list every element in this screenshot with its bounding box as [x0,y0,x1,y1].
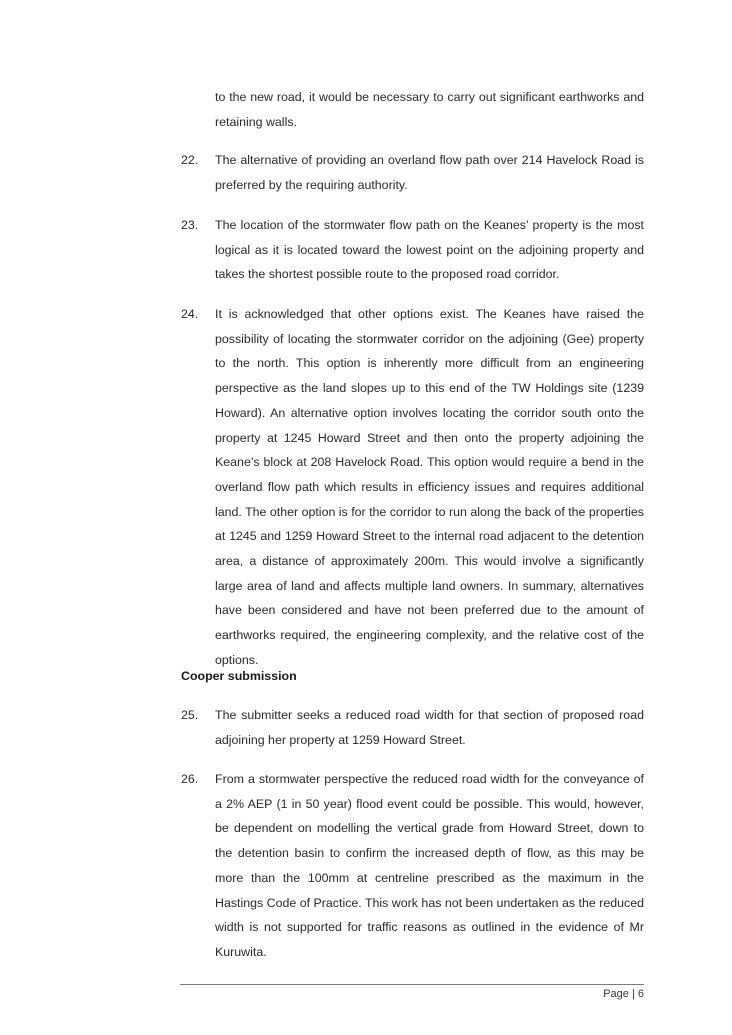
section-heading: Cooper submission [181,669,297,683]
paragraph-number: 24. [181,307,199,321]
paragraph-25: The submitter seeks a reduced road width for that section of proposed road adjoining her property at 1259 Howard Street. [215,708,644,747]
paragraph-24: It is acknowledged that other options exist. The Keanes have raised the possibility of locating the stormwater corridor on the adjoining (Gee) property to the north. This option is inherently more difficult from an engineering perspective as the land slopes up to this end of the TW Holdings site (1239 Howard). An alternative option involves locating the corridor south onto the property at 1245 Howard Street and then onto the property adjoining the Keane’s block at 208 Havelock Road. This option would require a bend in the overland flow path which results in efficiency issues and requires additional land. The other option is for the corridor to run along the back of the properties at 1245 and 1259 Howard Street to the internal road adjacent to the detention area, a distance of approximately 200m. This would involve a significantly large area of land and affects multiple land owners. In summary, alternatives have been considered and have not been preferred due to the amount of earthworks required, the engineering complexity, and the relative cost of the options. [215,307,644,667]
paragraph-number: 26. [181,772,199,786]
paragraph-23: The location of the stormwater flow path on the Keanes’ property is the most logical as it is located toward the lowest point on the adjoining property and takes the shortest possible route to the proposed road corridor. [215,218,644,282]
paragraph-number: 22. [181,153,199,167]
paragraph-number: 25. [181,708,199,722]
paragraph-22: The alternative of providing an overland flow path over 214 Havelock Road is preferred by the requiring authority. [215,153,644,192]
footer-divider [180,984,644,985]
paragraph-continuation: to the new road, it would be necessary to carry out significant earthworks and retaining walls. [215,90,644,129]
paragraph-number: 23. [181,218,199,232]
paragraph-26: From a stormwater perspective the reduced road width for the conveyance of a 2% AEP (1 in 50 year) flood event could be possible. This would, however, be dependent on modelling the vertical grade from Howard Street, down to the detention basin to confirm the increased depth of flow, as this may be more than the 100mm at centreline prescribed as the maximum in the Hastings Code of Practice. This work has not been undertaken as the reduced width is not supported for traffic reasons as outlined in the evidence of Mr Kuruwita. [215,772,644,959]
page-number: Page | 6 [603,988,644,1000]
